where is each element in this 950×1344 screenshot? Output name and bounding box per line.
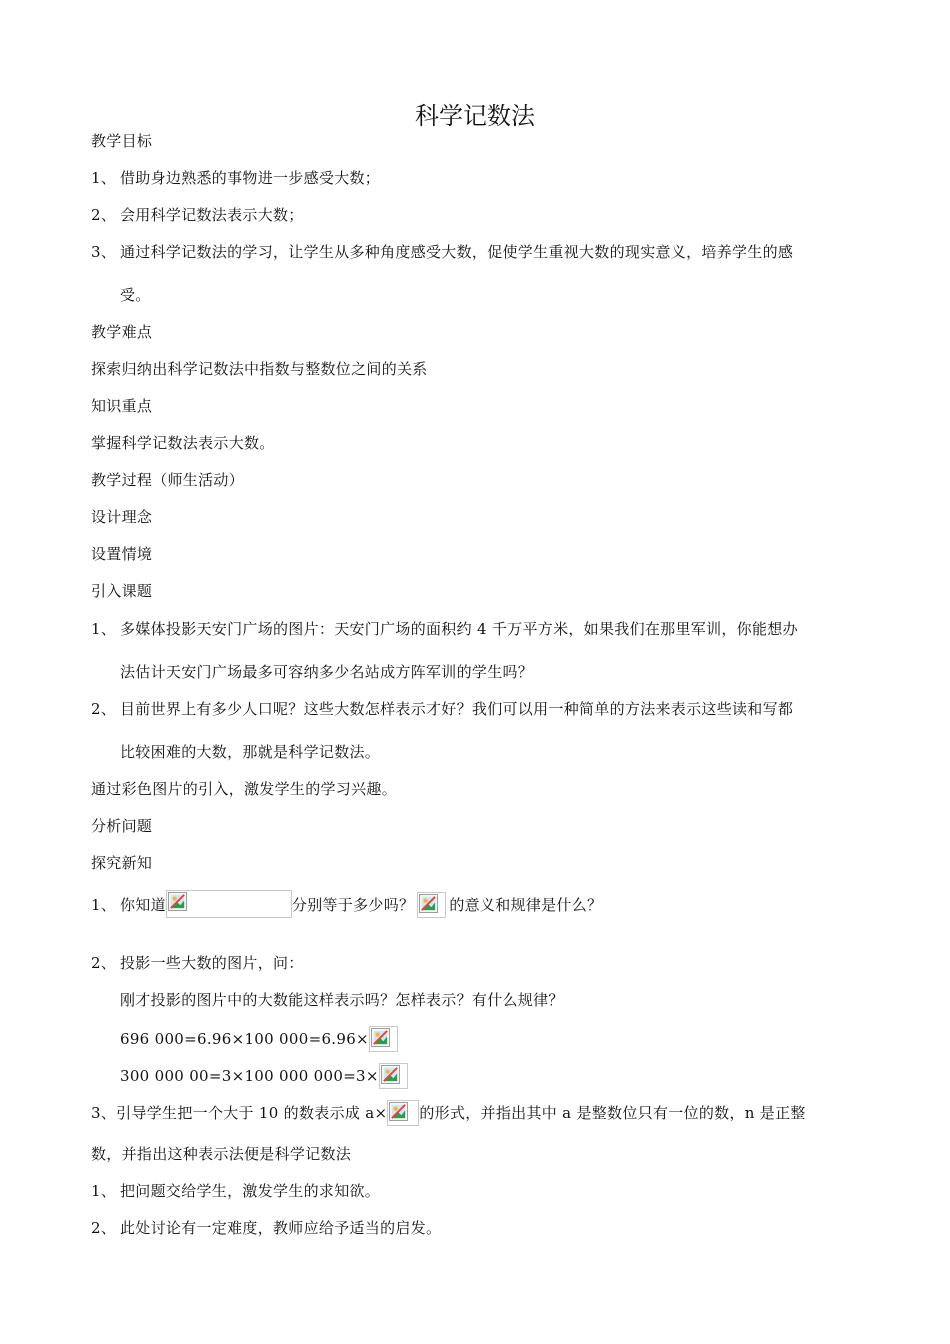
item-text: 此处讨论有一定难度，教师应给予适当的启发。: [120, 1219, 442, 1237]
formula-image-placeholder: [166, 890, 292, 918]
broken-image-icon: [168, 892, 187, 911]
keypoint-heading: 知识重点: [91, 397, 153, 415]
broken-image-icon: [419, 894, 438, 913]
objectives-heading: 教学目标: [91, 132, 153, 150]
difficulty-text: 探索归纳出科学记数法中指数与整数位之间的关系: [91, 360, 428, 378]
item-text: 分别等于多少吗？: [291, 896, 415, 914]
item-text: 投影一些大数的图片，问：: [120, 954, 304, 972]
equation-text: 300 000 00=3×100 000 000=3×: [120, 1067, 379, 1085]
item-number: 1、: [91, 169, 117, 187]
setup-scene-heading: 设置情境: [91, 545, 153, 563]
keypoint-text: 掌握科学记数法表示大数。: [91, 434, 275, 452]
item-text: 的形式，并指出其中 a 是整数位只有一位的数，n 是正整: [419, 1104, 806, 1122]
item-number: 2、: [91, 954, 117, 972]
objective-item: [91, 167, 380, 188]
item-text: 借助身边熟悉的事物进一步感受大数；: [120, 169, 381, 187]
intro-item-continuation: 比较困难的大数，那就是科学记数法。: [120, 743, 381, 761]
formula-image-placeholder: [379, 1063, 408, 1089]
process-heading: 教学过程（师生活动）: [91, 471, 245, 489]
item-number: 1、: [91, 1182, 117, 1200]
explore-question-2: [91, 952, 304, 973]
item-text: 3、引导学生把一个大于 10 的数表示成 a×: [91, 1104, 388, 1122]
item-text: 目前世界上有多少人口呢？这些大数怎样表示才好？我们可以用一种简单的方法来表示这些读和写都: [120, 700, 794, 718]
equation-line: [120, 1063, 408, 1089]
final-item: [91, 1217, 441, 1238]
intro-item-continuation: 法估计天安门广场最多可容纳多少名站成方阵军训的学生吗？: [120, 663, 534, 681]
final-item: [91, 1180, 380, 1201]
objective-item-continuation: 受。: [120, 286, 151, 304]
difficulty-heading: 教学难点: [91, 323, 153, 341]
page-title: 科学记数法: [415, 102, 535, 130]
explore-question-1: [91, 890, 602, 918]
item-text: 你知道: [120, 896, 166, 914]
explore-question-2-sub: 刚才投影的图片中的大数能这样表示吗？怎样表示？有什么规律？: [120, 991, 564, 1009]
broken-image-icon: [389, 1102, 408, 1121]
objective-item: [91, 204, 304, 225]
intro-item: [91, 618, 798, 639]
explore-question-3-continuation: 数，并指出这种表示法便是科学记数法: [91, 1145, 352, 1163]
item-number: 2、: [91, 206, 117, 224]
intro-topic-heading: 引入课题: [91, 582, 153, 600]
intro-note: 通过彩色图片的引入，激发学生的学习兴趣。: [91, 780, 398, 798]
formula-image-placeholder: [417, 892, 446, 918]
design-concept-heading: 设计理念: [91, 508, 153, 526]
item-number: 1、: [91, 896, 117, 914]
explore-question-3: [91, 1100, 806, 1126]
item-number: 1、: [91, 620, 117, 638]
formula-image-placeholder: [369, 1026, 398, 1052]
broken-image-icon: [371, 1028, 390, 1047]
formula-image-placeholder: [387, 1100, 419, 1126]
item-text: 会用科学记数法表示大数；: [120, 206, 304, 224]
explore-heading: 探究新知: [91, 854, 153, 872]
item-number: 3、: [91, 243, 117, 261]
equation-line: [120, 1026, 398, 1052]
item-number: 2、: [91, 700, 117, 718]
item-text: 的意义和规律是什么？: [449, 896, 603, 914]
item-text: 通过科学记数法的学习，让学生从多种角度感受大数，促使学生重视大数的现实意义，培养学生的感: [120, 243, 794, 261]
analysis-heading: 分析问题: [91, 817, 153, 835]
objective-item: [91, 241, 793, 262]
item-text: 多媒体投影天安门广场的图片：天安门广场的面积约 4 千万平方米，如果我们在那里军训，你能想办: [120, 620, 798, 638]
item-number: 2、: [91, 1219, 117, 1237]
equation-text: 696 000=6.96×100 000=6.96×: [120, 1030, 369, 1048]
broken-image-icon: [381, 1065, 400, 1084]
intro-item: [91, 698, 793, 719]
item-text: 把问题交给学生，激发学生的求知欲。: [120, 1182, 381, 1200]
